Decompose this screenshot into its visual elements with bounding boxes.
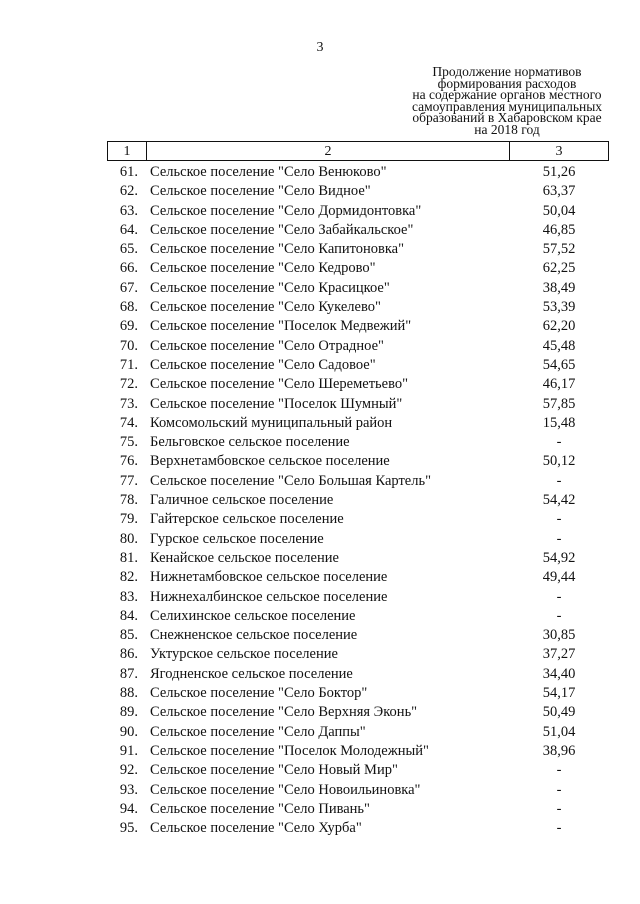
- row-value: 63,37: [542, 183, 576, 200]
- table-row: [0, 472, 640, 491]
- column-header-name: 2: [147, 142, 510, 160]
- row-municipality-name: Селихинское сельское поселение: [150, 607, 356, 624]
- table-row: [0, 530, 640, 549]
- row-value: 37,27: [542, 646, 576, 663]
- row-municipality-name: Кенайское сельское поселение: [150, 549, 339, 566]
- row-number: 88.: [119, 685, 138, 702]
- row-municipality-name: Сельское поселение "Поселок Медвежий": [150, 318, 412, 335]
- row-municipality-name: Сельское поселение "Село Красицкое": [150, 279, 390, 296]
- row-number: 62.: [119, 183, 138, 200]
- row-value: 30,85: [542, 627, 576, 644]
- row-municipality-name: Ягодненское сельское поселение: [150, 665, 353, 682]
- table-row: [0, 568, 640, 587]
- table-row: [0, 742, 640, 761]
- table-row: [0, 433, 640, 452]
- row-value: -: [556, 588, 562, 605]
- row-number: 86.: [119, 646, 138, 663]
- row-number: 67.: [119, 279, 138, 296]
- table-row: [0, 395, 640, 414]
- row-value: -: [556, 434, 562, 451]
- header-note-line: образований в Хабаровском крае: [412, 110, 602, 125]
- row-value: -: [556, 472, 562, 489]
- row-municipality-name: Сельское поселение "Село Кукелево": [150, 299, 381, 316]
- row-number: 63.: [119, 202, 138, 219]
- row-value: 51,26: [542, 164, 576, 180]
- row-value: -: [556, 511, 562, 528]
- row-number: 78.: [119, 492, 138, 509]
- row-municipality-name: Сельское поселение "Село Новый Мир": [150, 762, 398, 779]
- table-row: [0, 414, 640, 433]
- row-value: 38,96: [542, 742, 576, 759]
- row-municipality-name: Сельское поселение "Село Отрадное": [150, 337, 384, 354]
- table-row: [0, 800, 640, 819]
- row-municipality-name: Нижнехалбинское сельское поселение: [150, 588, 388, 605]
- row-number: 90.: [119, 723, 138, 740]
- row-number: 75.: [119, 434, 138, 451]
- row-municipality-name: Галичное сельское поселение: [150, 492, 334, 509]
- row-number: 91.: [119, 742, 138, 759]
- row-municipality-name: Комсомольский муниципальный район: [150, 414, 393, 431]
- column-header-value: 3: [555, 144, 563, 159]
- table-row: [0, 645, 640, 664]
- table-row: [0, 607, 640, 626]
- row-value: 50,04: [542, 202, 576, 219]
- row-value: -: [556, 762, 562, 779]
- row-number: 65.: [119, 241, 138, 258]
- row-municipality-name: Нижнетамбовское сельское поселение: [150, 569, 388, 586]
- table-row: [0, 163, 640, 182]
- row-value: 54,17: [542, 685, 576, 702]
- row-municipality-name: Гурское сельское поселение: [150, 530, 324, 547]
- row-municipality-name: Сельское поселение "Село Венюково": [150, 164, 387, 180]
- row-value: 45,48: [542, 337, 576, 354]
- header-note-line: формирования расходов: [437, 75, 577, 91]
- table-row: [0, 703, 640, 722]
- row-number: 74.: [119, 414, 138, 431]
- header-note: [402, 66, 612, 135]
- row-value: 49,44: [542, 569, 576, 586]
- table-row: [0, 356, 640, 375]
- table-row: [0, 665, 640, 684]
- row-number: 82.: [119, 569, 138, 586]
- row-number: 79.: [119, 511, 138, 528]
- row-value: -: [556, 781, 562, 798]
- row-value: 57,52: [542, 241, 576, 258]
- table-row: [0, 279, 640, 298]
- row-municipality-name: Сельское поселение "Село Пивань": [150, 800, 370, 817]
- row-municipality-name: Уктурское сельское поселение: [150, 646, 338, 663]
- row-value: -: [556, 530, 562, 547]
- row-value: 50,12: [542, 453, 576, 470]
- table-row: [0, 510, 640, 529]
- row-municipality-name: Сельское поселение "Село Боктор": [150, 685, 368, 702]
- table-row: [0, 337, 640, 356]
- table-row: [0, 259, 640, 278]
- row-value: 57,85: [542, 395, 576, 412]
- row-value: 54,65: [542, 356, 576, 373]
- table-row: [0, 781, 640, 800]
- table-row: [0, 684, 640, 703]
- row-number: 66.: [119, 260, 138, 277]
- row-municipality-name: Сельское поселение "Село Шереметьево": [150, 376, 409, 393]
- page-number: 3: [316, 40, 324, 55]
- row-municipality-name: Гайтерское сельское поселение: [150, 511, 344, 528]
- row-number: 81.: [119, 549, 138, 566]
- row-number: 80.: [119, 530, 138, 547]
- row-municipality-name: Сельское поселение "Село Дормидонтовка": [150, 202, 422, 219]
- row-municipality-name: Сельское поселение "Поселок Молодежный": [150, 742, 429, 759]
- table-row: [0, 819, 640, 838]
- header-note-line: самоуправления муниципальных: [411, 98, 603, 114]
- row-municipality-name: Сельское поселение "Село Кедрово": [150, 260, 376, 277]
- table-row: [0, 626, 640, 645]
- row-municipality-name: Сельское поселение "Село Забайкальское": [150, 221, 414, 238]
- table-row: [0, 298, 640, 317]
- table-row: [0, 588, 640, 607]
- table-row: [0, 202, 640, 221]
- row-municipality-name: Верхнетамбовское сельское поселение: [150, 453, 390, 470]
- row-number: 95.: [119, 820, 138, 837]
- row-value: 62,25: [542, 260, 576, 277]
- row-municipality-name: Сельское поселение "Село Новоильиновка": [150, 781, 421, 798]
- row-value: 62,20: [542, 318, 576, 335]
- row-value: -: [556, 607, 562, 624]
- table-row: [0, 761, 640, 780]
- row-value: 34,40: [542, 665, 576, 682]
- row-number: 69.: [119, 318, 138, 335]
- row-municipality-name: Снежненское сельское поселение: [150, 627, 358, 644]
- row-number: 87.: [119, 665, 138, 682]
- row-municipality-name: Сельское поселение "Село Верхняя Эконь": [150, 704, 418, 721]
- table-row: [0, 452, 640, 471]
- table-row: [0, 221, 640, 240]
- row-municipality-name: Сельское поселение "Село Капитоновка": [150, 241, 405, 258]
- row-municipality-name: Сельское поселение "Поселок Шумный": [150, 395, 403, 412]
- row-number: 71.: [119, 356, 138, 373]
- row-value: 53,39: [542, 299, 576, 316]
- row-number: 76.: [119, 453, 138, 470]
- row-number: 93.: [119, 781, 138, 798]
- row-value: -: [556, 800, 562, 817]
- row-value: 50,49: [542, 704, 576, 721]
- row-number: 70.: [119, 337, 138, 354]
- header-note-line: Продолжение нормативов: [432, 64, 582, 79]
- table-row: [0, 182, 640, 201]
- row-value: 46,17: [542, 376, 576, 393]
- row-number: 77.: [119, 472, 138, 489]
- header-note-line: на содержание органов местного: [412, 87, 602, 102]
- row-municipality-name: Сельское поселение "Село Хурба": [150, 820, 362, 837]
- row-number: 83.: [119, 588, 138, 605]
- column-header-number: 1: [108, 142, 147, 160]
- row-number: 94.: [119, 800, 138, 817]
- row-number: 72.: [119, 376, 138, 393]
- row-municipality-name: Сельское поселение "Село Видное": [150, 183, 371, 200]
- row-number: 85.: [119, 627, 138, 644]
- row-number: 89.: [119, 704, 138, 721]
- row-value: 38,49: [542, 279, 576, 296]
- table-row: [0, 491, 640, 510]
- row-value: 15,48: [542, 414, 576, 431]
- header-note-line: на 2018 год: [474, 121, 540, 137]
- row-value: 54,92: [542, 549, 576, 566]
- table-body: [0, 163, 640, 838]
- row-number: 84.: [119, 607, 138, 624]
- row-value: 51,04: [542, 723, 576, 740]
- row-municipality-name: Сельское поселение "Село Садовое": [150, 356, 376, 373]
- row-municipality-name: Бельговское сельское поселение: [150, 434, 350, 451]
- row-number: 64.: [119, 221, 138, 238]
- row-municipality-name: Сельское поселение "Село Большая Картель": [150, 472, 431, 489]
- table-row: [0, 317, 640, 336]
- row-value: 46,85: [542, 221, 576, 238]
- table-row: [0, 240, 640, 259]
- table-column-header: [107, 141, 609, 161]
- table-row: [0, 375, 640, 394]
- row-value: 54,42: [542, 492, 576, 509]
- row-number: 68.: [119, 299, 138, 316]
- table-row: [0, 723, 640, 742]
- row-municipality-name: Сельское поселение "Село Даппы": [150, 723, 366, 740]
- row-number: 92.: [119, 762, 138, 779]
- row-number: 61.: [119, 164, 138, 180]
- row-value: -: [556, 820, 562, 837]
- row-number: 73.: [119, 395, 138, 412]
- table-row: [0, 549, 640, 568]
